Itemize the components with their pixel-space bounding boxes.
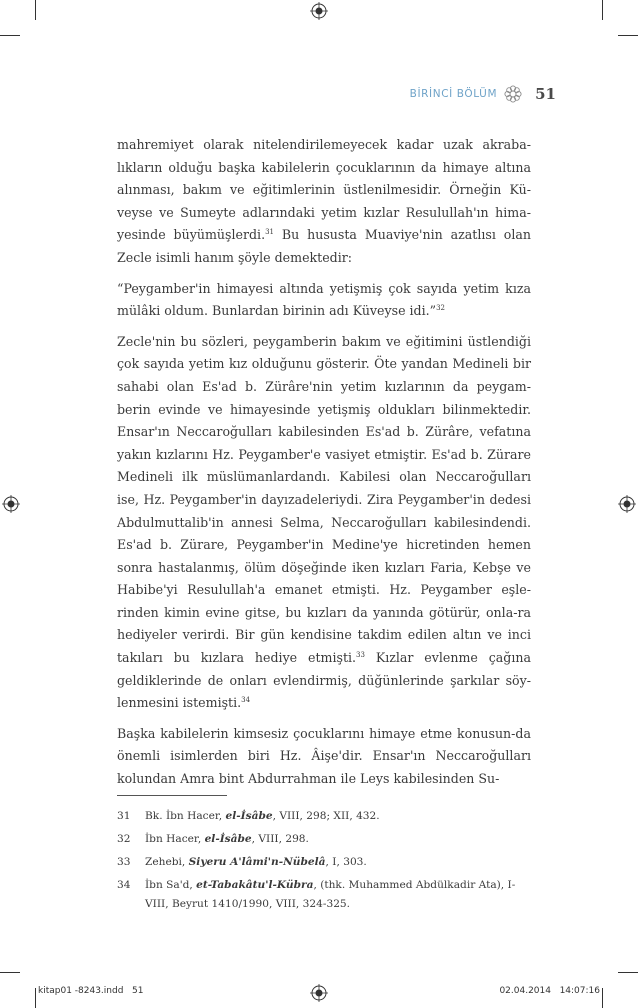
slug-timestamp: 02.04.2014 14:07:16 (499, 986, 600, 996)
section-label: BİRİNCİ BÖLÜM (409, 88, 498, 100)
source-title: el-İsâbe (225, 810, 273, 822)
footnote-ref: 31 (265, 228, 274, 237)
crop-mark (618, 35, 638, 36)
footnote-number: 31 (117, 810, 131, 822)
footnote: 33 Zehebi, Siyeru A'lâmi'n-Nübelâ, I, 303. (117, 853, 537, 872)
footnote-number: 32 (117, 833, 131, 845)
crop-mark (0, 972, 20, 973)
paragraph: mahremiyet olarak nitelendirilemeyecek kadar uzak akraba-lıkların olduğu başka kabilelerin çocuklarının da himaye altına alınması, bakım ve eğitimlerinin üstlenilmesidir. Örneğin Kü-veyse ve Sumeyte adlarındaki yetim kızlar Resulullah'ın hima-yesinde büyümüşlerdi.$^{31}$ Bu hususta Muaviye'nin azatlısı olan Zecle isimli hanım şöyle demektedir: (117, 137, 531, 265)
crop-mark (0, 35, 20, 36)
paragraph: “Peygamber'in himayesi altında yetişmiş çok sayıda yetim kıza mülâki oldum. Bunlardan birinin adı Küveyse idi.”$^{32}$ (117, 280, 531, 319)
footnote: 31 Bk. İbn Hacer, el-İsâbe, VIII, 298; XII, 432. (117, 807, 537, 826)
crop-mark (35, 0, 36, 20)
footnote: 32 İbn Hacer, el-İsâbe, VIII, 298. (117, 830, 537, 849)
rosette-ornament-icon (503, 84, 523, 104)
footnote-ref: 32 (436, 303, 446, 312)
registration-mark-icon (2, 495, 20, 513)
footnote-ref: 34 (241, 696, 251, 705)
running-header (410, 84, 556, 104)
crop-mark (35, 988, 36, 1008)
paragraph: Zecle'nin bu sözleri, peygamberin bakım ve eğitimini üstlendiği çok sayıda yetim kız olduğunu gösterir. Öte yandan Medineli bir sahabi olan Es'ad b. Zürâre'nin yetim kızlarının da peygam-berin evinde ve himayesinde yetişmiş oldukları bilinmektedir. Ensar'ın Neccaroğulları kabilesinden Es'ad b. Zürâre, vefatına yakın kızlarını Hz. Peygamber'e vasiyet etmiştir. Es'ad b. Zürare Medineli ilk müslümanlardandı. Kabilesi olan Neccaroğulları ise, Hz. Peygamber'in dayızadeleriydi. Zira Peygamber'in dedesi Abdulmuttalib'in annesi Selma, Neccaroğulları kabilesindendi. Es'ad b. Zürare, Peygamber'in Medine'ye hicretinden hemen sonra hastalanmış, ölüm döşeğinde iken kızları Faria, Kebşe ve Habibe'yi Resulullah'a emanet etmişti. Hz. Peygamber eşle-rinden kimin evine gitse, bu kızları da yanında götürür, onla-ra hediyeler verirdi. Bir gün kendisine takdim edilen altın ve inci takıları bu kızlara hediye etmişti.$^{33}$ Kızlar evlenme çağına geldiklerinde de onları evlendirmiş, düğünlerinde şarkılar söy-lenmesini istemişti.$^{34}$ (117, 333, 531, 711)
registration-mark-icon (310, 984, 328, 1002)
footnote-number: 34 (117, 879, 131, 891)
footnote: 34 İbn Sa'd, et-Tabakâtu'l-Kübra, (thk. Muhammed Abdülkadir Ata), I-VIII, Beyrut 1410/1990, VIII, 324-325. (117, 876, 537, 914)
slug-filename: kitap01 -8243.indd 51 (38, 986, 144, 996)
crop-mark (602, 988, 603, 1008)
paragraph: Başka kabilelerin kimsesiz çocuklarını himaye etme konusun-da önemli isimlerden biri Hz. Âişe'dir. Ensar'ın Neccaroğulları kolundan Amra bint Abdurrahman ile Leys kabilesinden Su- (117, 725, 531, 787)
footnote-ref: 33 (356, 650, 365, 659)
footnote-number: 33 (117, 856, 131, 868)
source-title: Siyeru A'lâmi'n-Nübelâ (188, 856, 326, 868)
crop-mark (618, 972, 638, 973)
registration-mark-icon (618, 495, 636, 513)
footnote-separator (117, 795, 227, 796)
body-text (117, 134, 531, 799)
registration-mark-icon (310, 2, 328, 20)
crop-mark (602, 0, 603, 20)
page-number: 51 (535, 85, 556, 103)
footnotes (117, 807, 537, 918)
source-title: et-Tabakâtu'l-Kübra (196, 879, 314, 891)
source-title: el-İsâbe (204, 833, 252, 845)
